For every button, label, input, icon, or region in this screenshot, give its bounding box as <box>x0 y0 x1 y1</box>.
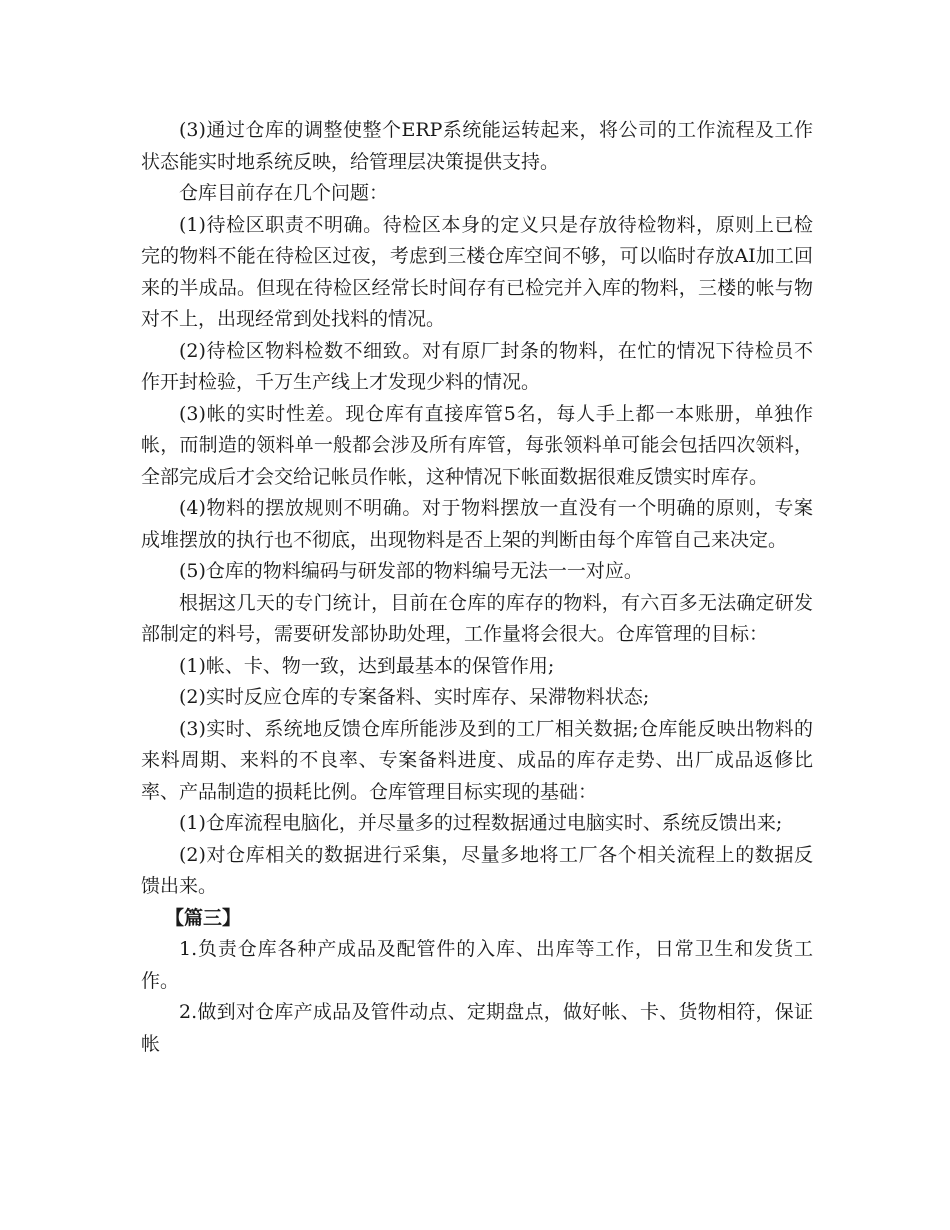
paragraph: 根据这几天的专门统计，目前在仓库的库存的物料，有六百多无法确定研发部制定的料号，需要研发部协助处理，工作量将会很大。仓库管理的目标： <box>141 591 813 645</box>
paragraph: 仓库目前存在几个问题： <box>179 182 389 204</box>
section-heading: 【篇三】 <box>165 906 242 929</box>
paragraph: (3)实时、系统地反馈仓库所能涉及到的工厂相关数据;仓库能反映出物料的来料周期、来料的不良率、专案备料进度、成品的库存走势、出厂成品返修比率、产品制造的损耗比例。仓库管理目标实现的基础： <box>141 717 813 803</box>
paragraph: 2.做到对仓库产成品及管件动点、定期盘点，做好帐、卡、货物相符，保证帐 <box>141 1001 813 1055</box>
paragraph: (1)仓库流程电脑化，并尽量多的过程数据通过电脑实时、系统反馈出来; <box>179 812 783 834</box>
paragraph: (3)帐的实时性差。现仓库有直接库管5名，每人手上都一本账册，单独作帐，而制造的领料单一般都会涉及所有库管，每张领料单可能会包括四次领料，全部完成后才会交给记帐员作帐，这种情况下帐面数据很难反馈实时库存。 <box>141 402 813 488</box>
paragraph: (5)仓库的物料编码与研发部的物料编号无法一一对应。 <box>179 560 643 582</box>
document-body <box>141 115 813 1060</box>
paragraph: (1)待检区职责不明确。待检区本身的定义只是存放待检物料，原则上已检完的物料不能在待检区过夜，考虑到三楼仓库空间不够，可以临时存放AI加工回来的半成品。但现在待检区经常长时间存有已检完并入库的物料，三楼的帐与物对不上，出现经常到处找料的情况。 <box>141 213 813 330</box>
paragraph: (2)实时反应仓库的专案备料、实时库存、呆滞物料状态; <box>179 686 650 708</box>
paragraph: 1.负责仓库各种产成品及配管件的入库、出库等工作，日常卫生和发货工作。 <box>141 938 813 992</box>
paragraph: (4)物料的摆放规则不明确。对于物料摆放一直没有一个明确的原则，专案成堆摆放的执行也不彻底，出现物料是否上架的判断由每个库管自己来决定。 <box>141 497 813 551</box>
paragraph: (2)待检区物料检数不细致。对有原厂封条的物料，在忙的情况下待检员不作开封检验，千万生产线上才发现少料的情况。 <box>141 339 813 393</box>
paragraph: (1)帐、卡、物一致，达到最基本的保管作用; <box>179 654 555 677</box>
paragraph: (3)通过仓库的调整使整个ERP系统能运转起来，将公司的工作流程及工作状态能实时地系统反映，给管理层决策提供支持。 <box>141 119 813 173</box>
paragraph: (2)对仓库相关的数据进行采集，尽量多地将工厂各个相关流程上的数据反馈出来。 <box>141 843 813 897</box>
